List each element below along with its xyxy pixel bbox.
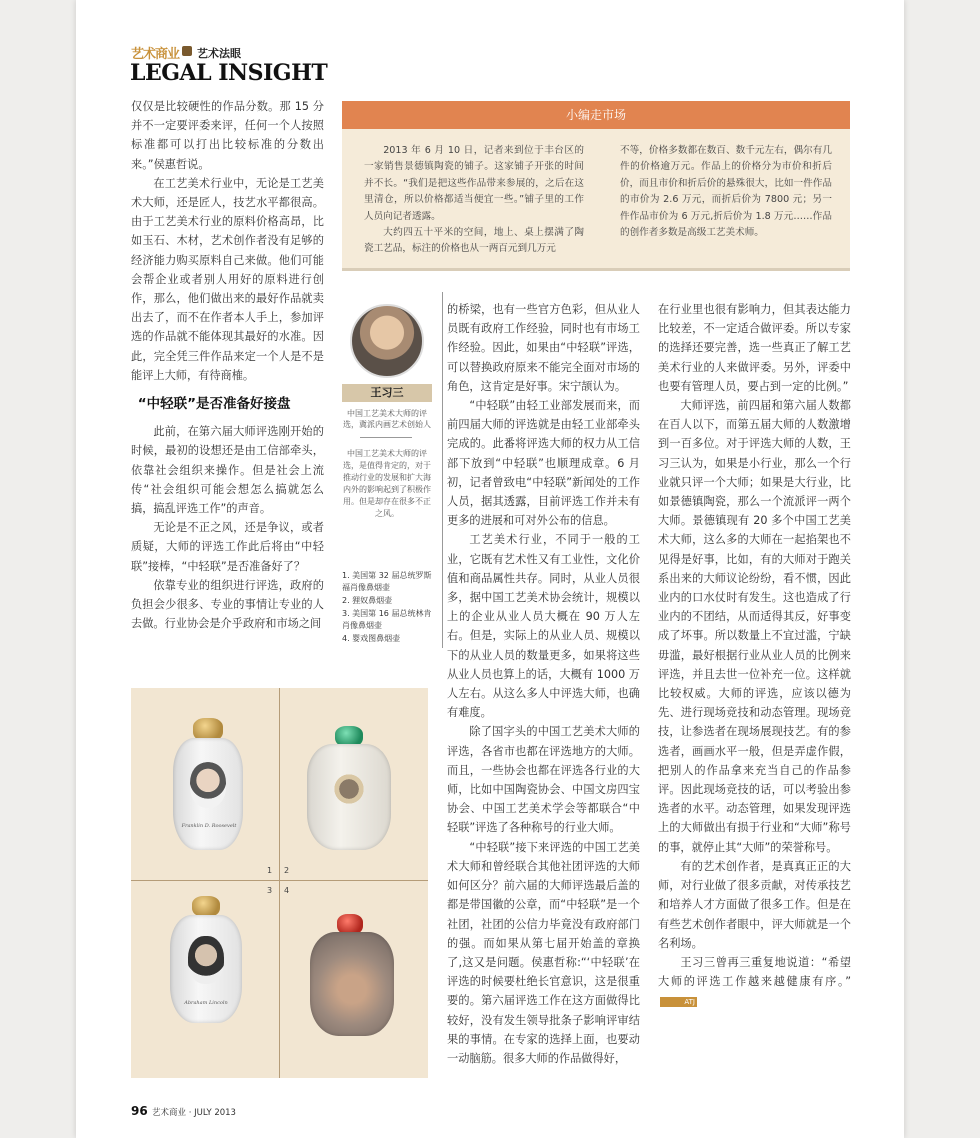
paragraph [658, 953, 851, 1011]
paragraph: “中轻联”由轻工业部发展而来，而前四届大师的评选就是由轻工业部牵头完成的。此番将评选大师的权力从工信部下放到“中轻联”也顺理成章。6 月初，记者曾致电“中轻联”新闻处的工作人员，据其透露，目前评选工作并未有更多的进展和可对外公布的信息。 [447, 399, 640, 528]
paragraph: 在工艺美术行业中，无论是工艺美术大师，还是匠人，技艺水平都很高。由于工艺美术行业的原料价格高昂，比如玉石、木材，艺术创作者没有足够的经济能力购买原料自己来做。他们可能会帮企业或者别人用好的原料进行创作，那么，他们做出来的最好作品就卖出去了，而不在作者本人手上，参加评选的作品就不能体现其最好的水准。因此，完全凭三件作品来定一个人是不是能评上大师，有待商榷。 [131, 176, 324, 382]
bottle-cap-gold [193, 718, 223, 740]
section-heading: “中轻联”是否准备好接盘 [137, 396, 291, 413]
article-column-1 [131, 97, 324, 633]
page-number: 96 [131, 1104, 148, 1118]
photo-captions [342, 570, 437, 646]
footer-issue: 艺术商业 · JULY 2013 [152, 1108, 236, 1118]
section-icon [182, 46, 192, 56]
paragraph: 无论是不正之风，还是争议，或者质疑，大师的评选工作此后将由“中轻联”接棒，“中轻联”是否准备好了？ [131, 521, 324, 573]
paragraph: “中轻联”接下来评选的中国工艺美术大师和曾经联合其他社团评选的大师如何区分？前六届的大师评选最后盖的都是带国徽的公章，而“中轻联”是一个社团，社团的公信力毕竟没有政府部门的强。而如果从第七届开始盖的章换了,这又是问题。侯惠哲称:“‘中轻联’在评选的时候要杜绝长官意识，这是很重要的。第六届评选工作在这方面做得比较好，没有发生领导批条子影响评审结果的事情。在专家的选择上面，也要动一动脑筋。很多大师的作品做得好， [447, 840, 640, 1065]
paragraph: 有的艺术创作者，是真真正正的大师，对行业做了很多贡献，对传承技艺和培养人才方面做了很多工作。但是在有些艺术创作者眼中，评大师就是一个名利场。 [658, 859, 851, 950]
paragraph: 不等，价格多数都在数百、数千元左右，偶尔有几件的价格逾万元。作品上的价格分为市价和折后价，而且市价和折后价的悬殊很大，比如一件作品的市价为 2.6 万元，而折后价为 7800 元；另一件作品市价为 6 万元,折后价为 1.8 万元……作品的创作者多数是高级工艺美术师。 [620, 145, 832, 239]
paragraph: 工艺美术行业，不同于一般的工业，它既有艺术性又有工业性，文化价值和商品属性共存。同时，从业人员很多，据中国工艺美术协会统计，规模以上的企业从业人员大概在 90 万人左右。但是，实际上的从业人员、规模以下的从业人员的数量更多，如果将这些从业人员也算上的话，大概有 1000 万人左右。从这么多人中评选大师，也确有难度。 [447, 533, 640, 720]
bottle-cap-red [337, 914, 363, 934]
photo-number: 1 [267, 866, 273, 875]
signature: Abraham Lincoln [184, 1000, 228, 1006]
paragraph: 除了国字头的中国工艺美术大师的评选，各省市也都在评选地方的大师。而且，一些协会也都在评选各行业的大师，比如中国陶瓷协会、中国文房四宝协会、中国工艺美术学会等都联合“中轻联”评选了各种称号的行业大师。 [447, 725, 640, 835]
profile-quote: 中国工艺美术大师的评选，是值得肯定的，对于推动行业的发展和扩大海内外的影响起到了积极作用。但是却存在很多不正之风。 [343, 449, 431, 518]
photo-number: 2 [284, 866, 290, 875]
paragraph: 依靠专业的组织进行评选，政府的负担会少很多、专业的事情让专业的人去做。行业协会是介乎政府和市场之间 [131, 578, 324, 631]
cat-painting [330, 774, 368, 804]
paragraph: 2013 年 6 月 10 日，记者来到位于丰台区的一家销售景德镇陶瓷的铺子。这家铺子开张的时间并不长。“我们是把这些作品带来参展的，之后在这里清仓，所以价格都适当便宜一些。”铺子里的工作人员向记者透露。 [364, 145, 584, 222]
paragraph: 大师评选，前四届和第六届人数都在百人以下，而第五届大师的人数激增到一百多位。对于评选大师的人数，王习三认为，如果是小行业，那么一个行业就只评一个大师；如果是大行业，比如景德镇陶瓷，那么一个流派评一两个大师。景德镇现有 20 多个中国工艺美术大师，这么多的大师在一起掐架也不见得是好事，比如，有的大师对于跑关系出来的大师议论纷纷，看不惯，因此业内的口水仗时有发生。这也造成了行业内的不团结，从而适得其反，好事变成了坏事。所以数量上不宜过滥，宁缺毋滥，最好根据行业从业人员的比例来评选，并且去世一位补充一位。这样就比较权威。大师的评选，应该以德为先、进行现场竞技和动态管理。现场竞技，让参选者在现场展现技艺。有的参选者，画画水平一般，但是弄虚作假，把别人的作品拿来充当自己的作品参评。因此现场竞技的话，可以考验出参选者的水平。动态管理，如果发现评选上的大师做出有损于行业和“大师”称号的事，就停止其“大师”的荣誉称号。 [658, 399, 851, 854]
profile-name: 王习三 [342, 384, 432, 402]
caption: 4. 婴戏图鼻烟壶 [342, 634, 401, 643]
closing-quote: 王习三曾再三重复地说道：“希望大师的评选工作越来越健康有序。” [658, 955, 851, 989]
article-column-3 [447, 300, 640, 1068]
bottle-cap-gold [192, 896, 220, 916]
photo-number: 4 [284, 886, 290, 895]
divider [360, 437, 412, 438]
divider [131, 880, 428, 881]
brand-logo: 艺术商业 [131, 47, 180, 62]
end-mark: ATJ [660, 997, 697, 1007]
caption: 3. 美国第 16 届总统林肯肖像鼻烟壶 [342, 609, 432, 630]
paragraph: 的桥梁，也有一些官方色彩，但从业人员既有政府工作经验，同时也有市场工作经验。因此，如果由“中轻联”评选，可以替换政府原来不能完全面对市场的角色，这肯定是好事。宋宁颉认为。 [447, 303, 640, 393]
signature: Franklin D. Roosevelt [181, 823, 237, 829]
lincoln-portrait [188, 936, 224, 984]
paragraph: 大约四五十平米的空间，地上、桌上摆满了陶瓷工艺品，标注的价格也从一两百元到几万元 [364, 227, 584, 255]
legal-insight-title: LEGAL INSIGHT [130, 60, 328, 86]
bottle-children-play [310, 932, 394, 1036]
article-column-4 [658, 300, 851, 1011]
market-box-left [364, 143, 584, 258]
profile-title: 中国工艺美术大师的评选，冀派内画艺术创始人 [343, 409, 431, 429]
market-report-box [342, 101, 850, 271]
bottle-cap-jade [335, 726, 363, 746]
photo-number: 3 [267, 886, 273, 895]
portrait-photo [350, 304, 424, 378]
market-box-title: 小编走市场 [342, 101, 850, 129]
divider [279, 688, 280, 1078]
paragraph: 在行业里也很有影响力，但其表达能力比较差，不一定适合做评委。所以专家的选择还要完善，选一些真正了解工艺美术行业的人来做评委。另外，评委中也要有管理人员，要占到一定的比例。” [658, 303, 851, 393]
caption: 2. 狸奴鼻烟壶 [342, 596, 393, 605]
roosevelt-portrait [190, 762, 226, 808]
market-box-right [620, 143, 832, 241]
paragraph: 仅仅是比较硬性的作品分数。那 15 分并不一定要评委来评，任何一个人按照标准都可以打出比较标准的分数出来。”侯惠哲说。 [131, 100, 324, 171]
paragraph: 此前，在第六届大师评选刚开始的时候，最初的设想还是由工信部牵头，依靠社会组织来操作。但是社会上流传“社会组织可能会想怎么搞就怎么搞，搞乱评选工作”的声音。 [131, 425, 324, 516]
section-title: 艺术法眼 [197, 47, 241, 60]
caption: 1. 美国第 32 届总统罗斯福肖像鼻烟壶 [342, 571, 432, 592]
